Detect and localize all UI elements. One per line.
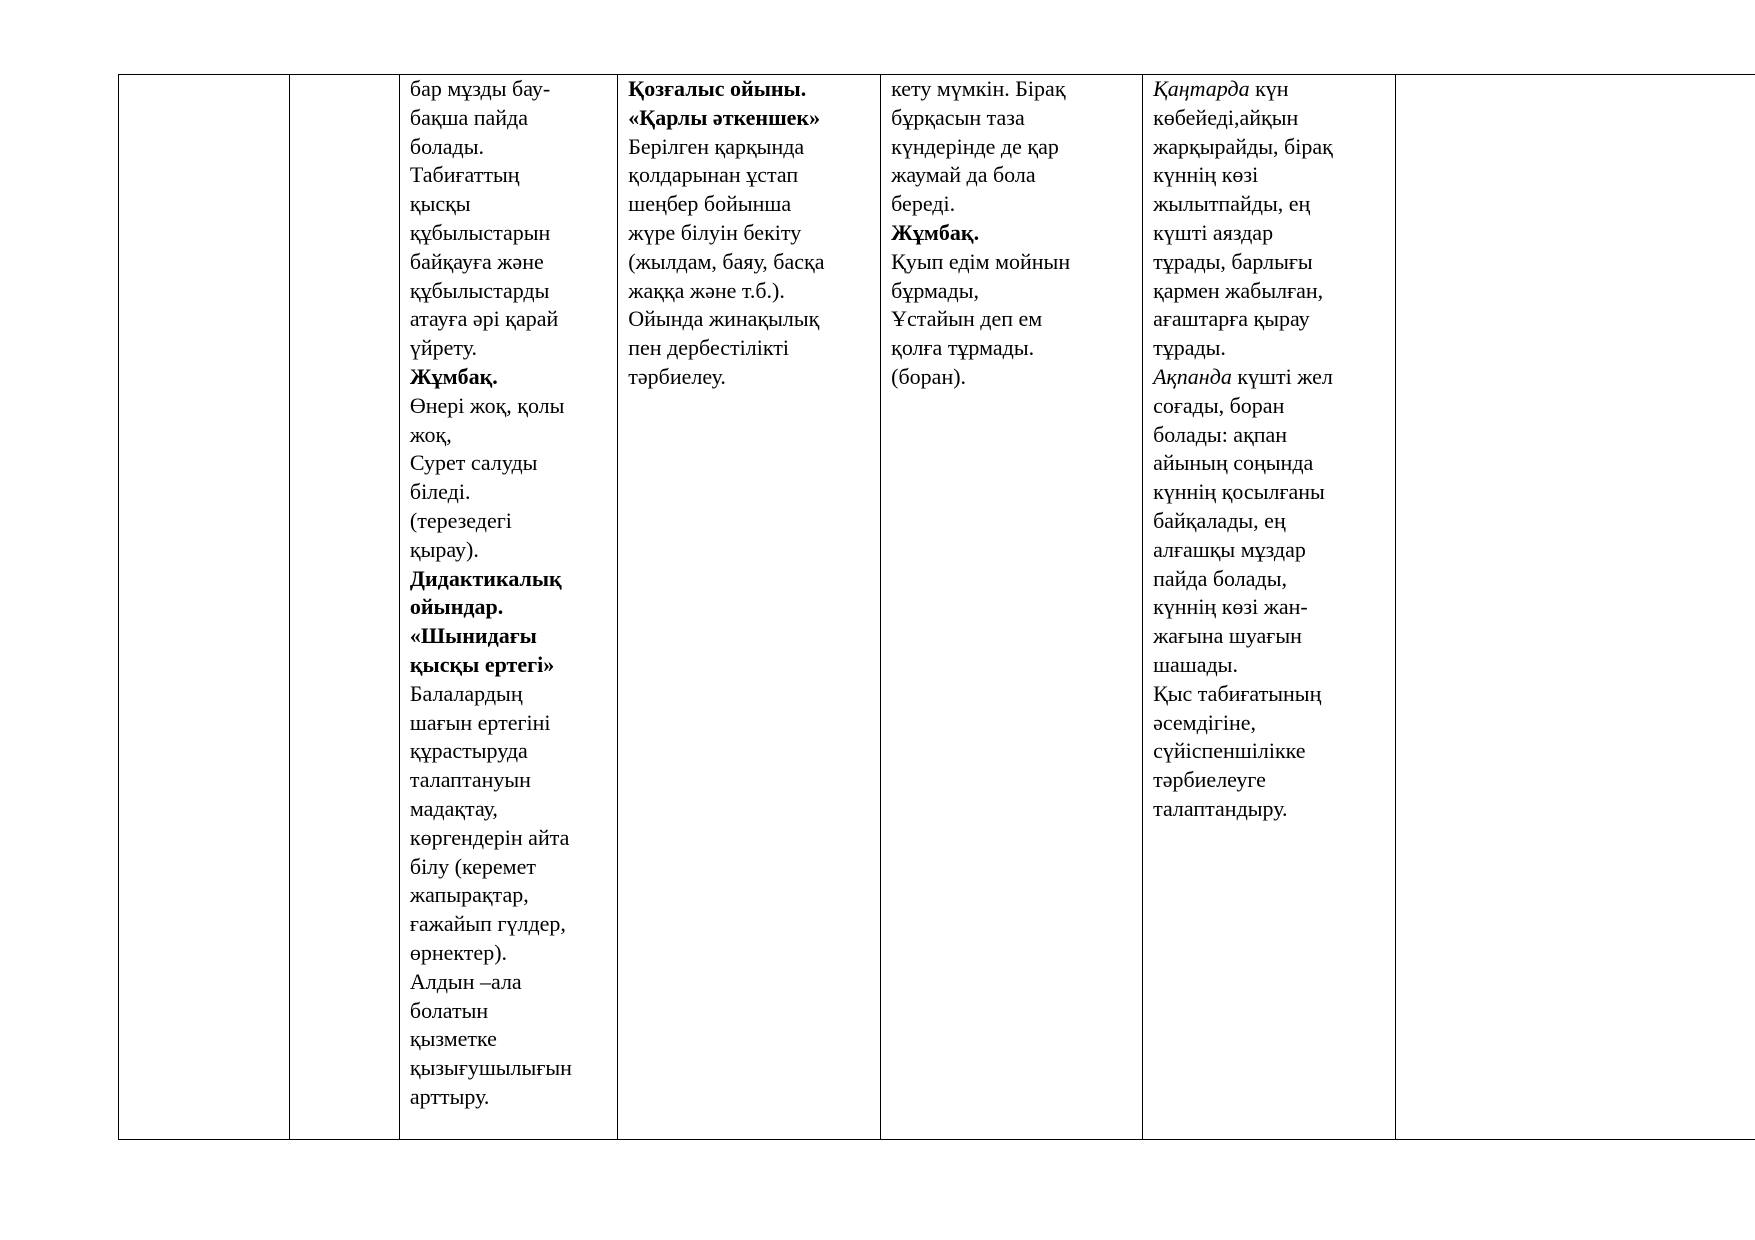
text-line: бұрмады, <box>891 277 980 303</box>
text-line: бұрқасын таза <box>891 104 1025 130</box>
text-line: тұрады. <box>1153 335 1226 361</box>
text-line: үйрету. <box>409 335 478 361</box>
text-line: айының соңында <box>1153 450 1314 476</box>
text-line: шеңбер бойынша <box>628 191 792 217</box>
game-title: қысқы ертегі» <box>409 651 555 677</box>
table-cell-winter-months <box>1143 75 1396 1140</box>
lesson-plan-table <box>118 74 1755 1140</box>
month-february: Ақпанда <box>1153 363 1232 389</box>
text-line: Ұстайын деп ем <box>891 306 1043 332</box>
text-line: сүйіспеншілікке <box>1153 738 1306 764</box>
text-line: күннің көзі <box>1153 162 1259 188</box>
text-line: (боран). <box>891 363 967 389</box>
table-cell-1 <box>119 75 290 1140</box>
text-line: Сурет салуды <box>409 450 538 476</box>
table-cell-observation <box>399 75 617 1140</box>
text-line: жылытпайды, ең <box>1153 191 1311 217</box>
text-line: қызметке <box>409 1026 497 1052</box>
text-line: жүре білуін бекіту <box>628 219 802 245</box>
text-line: жапырақтар, <box>409 882 529 908</box>
text-line: күндерінде де қар <box>891 133 1059 159</box>
text-line: Балалардың <box>409 680 523 706</box>
text-line: атауға әрі қарай <box>409 306 559 332</box>
text-line: көбейеді,айқын <box>1153 104 1299 130</box>
text-line: біледі. <box>409 479 471 505</box>
text-line: жағына шуағын <box>1153 623 1302 649</box>
text-line: пайда болады, <box>1153 565 1287 591</box>
table-cell-riddle <box>881 75 1143 1140</box>
riddle-heading: Жұмбақ. <box>409 363 498 389</box>
text-line: болады: ақпан <box>1153 421 1288 447</box>
text-line: жаққа және т.б.). <box>628 277 785 303</box>
text-line: шашады. <box>1153 651 1238 677</box>
text-line: болады. <box>409 133 484 159</box>
text-line <box>1153 75 1385 104</box>
text-line: байқауға және <box>409 248 544 274</box>
text-line: күннің көзі жан- <box>1153 594 1308 620</box>
text-line: құбылыстарын <box>409 219 551 245</box>
text-line: бақша пайда <box>409 104 528 130</box>
text-line: шағын ертегіні <box>409 709 551 735</box>
text-line: талаптануын <box>409 767 531 793</box>
text-line: алғашқы мұздар <box>1153 536 1306 562</box>
text-line: талаптандыру. <box>1153 795 1288 821</box>
text-line: қызығушылығын <box>409 1055 572 1081</box>
table-cell-7 <box>1396 75 1755 1140</box>
text-line: білу (керемет <box>409 853 536 879</box>
text-line: құрастыруда <box>409 738 528 764</box>
text-line: ғажайып гүлдер, <box>409 911 566 937</box>
text-line: Қуып едім мойнын <box>891 248 1071 274</box>
text-line: тұрады, барлығы <box>1153 248 1313 274</box>
text-line: жоқ, <box>409 421 452 447</box>
text-line: Қыс табиғатының <box>1153 680 1322 706</box>
text-line: күннің қосылғаны <box>1153 479 1325 505</box>
text-line: Өнері жоқ, қолы <box>409 392 565 418</box>
text-line: көргендерін айта <box>409 824 570 850</box>
text-line: Табиғаттың <box>409 162 520 188</box>
text-line: болатын <box>409 997 489 1023</box>
text-line: ағаштарға қырау <box>1153 306 1310 332</box>
text-line: Берілген қарқында <box>628 133 805 159</box>
text-line: Алдын –ала <box>409 968 522 994</box>
text-line: қолдарынан ұстап <box>628 162 799 188</box>
text-line: өрнектер). <box>409 939 508 965</box>
month-january: Қаңтарда <box>1153 76 1250 101</box>
text-line: байқалады, ең <box>1153 507 1286 533</box>
text-line: қысқы <box>409 191 471 217</box>
didactic-games-heading: Дидактикалық <box>409 565 562 591</box>
table-cell-movement-game <box>618 75 881 1140</box>
movement-game-heading: Қозғалыс ойыны. <box>628 76 807 101</box>
didactic-games-heading: ойындар. <box>409 594 504 620</box>
text-line: қолға тұрмады. <box>891 335 1035 361</box>
text-line: пен дербестілікті <box>628 335 789 361</box>
text-line: (жылдам, баяу, басқа <box>628 248 825 274</box>
text-line: тәрбиелеуге <box>1153 767 1266 793</box>
table-cell-2 <box>290 75 399 1140</box>
text-line: құбылыстарды <box>409 277 550 303</box>
text-line <box>1153 363 1385 392</box>
text-line: (терезедегі <box>409 507 512 533</box>
text-line: тәрбиелеу. <box>628 363 726 389</box>
table-row <box>119 75 1755 1140</box>
text-line: күшті аяздар <box>1153 219 1274 245</box>
text-line: мадақтау, <box>409 795 498 821</box>
text-line: Ойында жинақылық <box>628 306 820 332</box>
text-line: жарқырайды, бірақ <box>1153 133 1333 159</box>
text-fragment: күн <box>1249 76 1289 101</box>
game-title: «Шынидағы <box>409 623 537 649</box>
text-line: береді. <box>891 191 956 217</box>
text-line: жаумай да бола <box>891 162 1036 188</box>
text-line: соғады, боран <box>1153 392 1285 418</box>
text-line: қармен жабылған, <box>1153 277 1324 303</box>
text-line: бар мұзды бау- <box>409 76 551 101</box>
text-line: арттыру. <box>409 1083 490 1109</box>
text-line: қырау). <box>409 536 479 562</box>
game-title: «Қарлы әткеншек» <box>628 104 821 130</box>
riddle-heading: Жұмбақ. <box>891 219 980 245</box>
text-line: кету мүмкін. Бірақ <box>891 76 1066 101</box>
text-fragment: күшті жел <box>1231 363 1333 389</box>
text-line: әсемдігіне, <box>1153 709 1257 735</box>
